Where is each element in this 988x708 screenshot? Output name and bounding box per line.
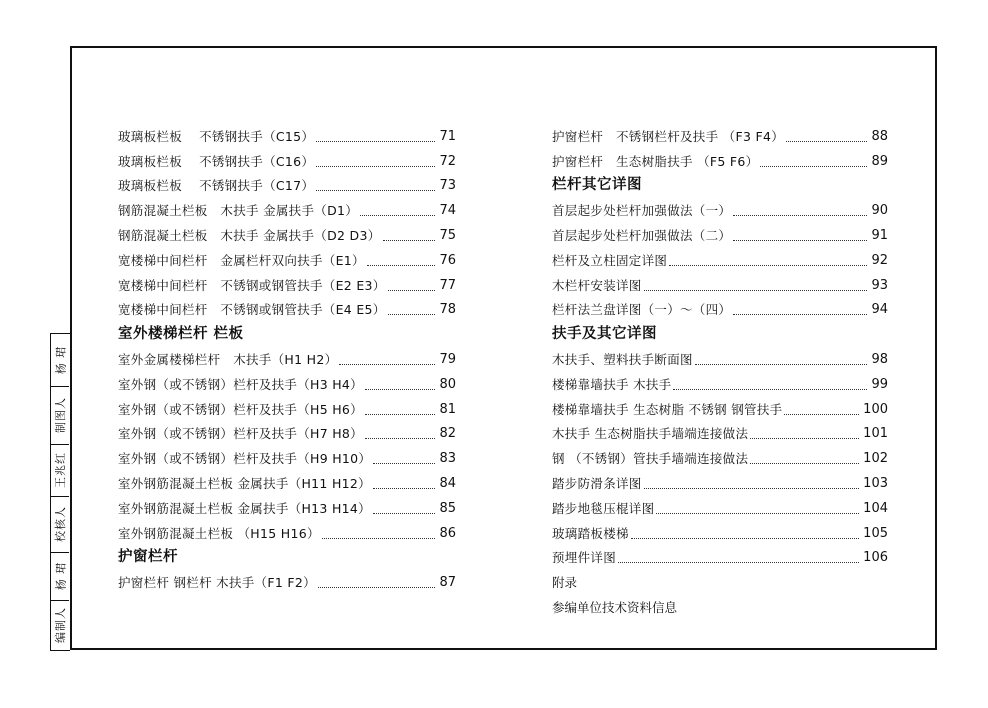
toc-entry[interactable] (118, 343, 456, 368)
toc-page-number: 86 (439, 525, 456, 541)
title-block-text: 杨 珺 (54, 561, 67, 591)
dot-leader (365, 438, 435, 439)
toc-page-number: 90 (871, 203, 888, 219)
toc-page-number: 83 (439, 451, 456, 467)
dot-leader (618, 562, 859, 563)
dot-leader (784, 414, 859, 415)
toc-entry-label: 玻璃踏板楼梯 (552, 525, 629, 541)
dot-leader (388, 290, 436, 291)
toc-entry-label: 宽楼梯中间栏杆 不锈钢或钢管扶手（E4 E5） (118, 302, 386, 318)
dot-leader (786, 141, 867, 142)
toc-page-number: 94 (871, 302, 888, 318)
title-block-cell (51, 552, 69, 601)
toc-entry[interactable] (552, 492, 888, 517)
toc-entry[interactable] (552, 368, 888, 393)
toc-entry-label: 玻璃板栏板 不锈钢扶手（C15） (118, 128, 315, 144)
dot-leader (339, 364, 435, 365)
toc-page-number: 106 (863, 550, 888, 566)
toc-entry-label: 宽楼梯中间栏杆 金属栏杆双向扶手（E1） (118, 252, 365, 268)
title-block-text: 编制人 (54, 607, 67, 643)
toc-page-number: 79 (439, 351, 456, 367)
toc-plain-item: 参编单位技术资料信息 (552, 599, 678, 615)
dot-leader (365, 414, 435, 415)
toc-entry-label: 宽楼梯中间栏杆 不锈钢或钢管扶手（E2 E3） (118, 277, 386, 293)
dot-leader (695, 364, 868, 365)
title-block-cell (51, 496, 69, 553)
toc-entry-label: 室外金属楼梯栏杆 木扶手（H1 H2） (118, 351, 338, 367)
toc-page-number: 100 (863, 401, 888, 417)
toc-entry[interactable] (118, 467, 456, 492)
toc-entry[interactable] (552, 343, 888, 368)
title-block-cell (51, 600, 69, 650)
toc-entry-label: 首层起步处栏杆加强做法（一） (552, 203, 732, 219)
section-heading: 栏杆其它详图 (552, 177, 642, 194)
toc-entry-label: 室外钢（或不锈钢）栏杆及扶手（H7 H8） (118, 426, 363, 442)
dot-leader (750, 463, 859, 464)
toc-entry[interactable] (118, 244, 456, 269)
dot-leader (316, 190, 435, 191)
toc-entry-label: 室外钢（或不锈钢）栏杆及扶手（H5 H6） (118, 401, 363, 417)
toc-page-number: 71 (439, 128, 456, 144)
dot-leader (316, 166, 435, 167)
toc-page-number: 99 (871, 376, 888, 392)
dot-leader (360, 215, 435, 216)
toc-entry[interactable] (118, 368, 456, 393)
toc-page-number: 104 (863, 500, 888, 516)
toc-entry[interactable] (118, 269, 456, 294)
toc-page-number: 102 (863, 451, 888, 467)
section-heading: 护窗栏杆 (118, 549, 178, 566)
dot-leader (733, 314, 867, 315)
toc-page-number: 78 (439, 302, 456, 318)
toc-entry-label: 栏杆法兰盘详图（一）～（四） (552, 302, 732, 318)
toc-plain-item: 附录 (552, 575, 578, 591)
toc-page-number: 101 (863, 426, 888, 442)
toc-entry[interactable] (552, 517, 888, 542)
title-block-text: 制图人 (54, 397, 67, 433)
toc-page-number: 89 (871, 153, 888, 169)
toc-entry[interactable] (552, 542, 888, 567)
toc-entry-label: 室外钢筋混凝土栏板 （H15 H16） (118, 525, 320, 541)
toc-entry-label: 护窗栏杆 钢栏杆 木扶手（F1 F2） (118, 575, 316, 591)
toc-page-number: 75 (439, 227, 456, 243)
toc-entry-label: 钢筋混凝土栏板 木扶手 金属扶手（D1） (118, 203, 359, 219)
toc-page-number: 105 (863, 525, 888, 541)
toc-entry-label: 玻璃板栏板 不锈钢扶手（C17） (118, 178, 315, 194)
dot-leader (669, 265, 867, 266)
title-block-text: 杨 珺 (54, 345, 67, 375)
dot-leader (750, 438, 859, 439)
toc-left-column (118, 120, 456, 591)
dot-leader (367, 265, 436, 266)
dot-leader (316, 141, 435, 142)
toc-entry-label: 踏步地毯压棍详图 (552, 500, 655, 516)
toc-entry[interactable] (118, 492, 456, 517)
section-heading: 室外楼梯栏杆 栏板 (118, 326, 244, 343)
dot-leader (365, 389, 435, 390)
toc-page-number: 76 (439, 252, 456, 268)
toc-page-number: 103 (863, 475, 888, 491)
toc-entry-label: 踏步防滑条详图 (552, 475, 642, 491)
toc-entry[interactable] (552, 120, 888, 145)
toc-entry-label: 室外钢（或不锈钢）栏杆及扶手（H3 H4） (118, 376, 363, 392)
toc-page-number: 74 (439, 203, 456, 219)
toc-entry[interactable] (552, 145, 888, 170)
toc-entry[interactable] (552, 244, 888, 269)
toc-page-number: 72 (439, 153, 456, 169)
toc-entry-label: 木扶手 生态树脂扶手墙端连接做法 (552, 426, 749, 442)
toc-entry[interactable] (552, 467, 888, 492)
dot-leader (631, 538, 859, 539)
title-block-text: 王兆红 (54, 452, 67, 488)
title-block-cell (51, 444, 69, 497)
dot-leader (322, 538, 436, 539)
toc-entry[interactable] (118, 294, 456, 319)
toc-page-number: 87 (439, 575, 456, 591)
toc-entry[interactable] (118, 566, 456, 591)
dot-leader (656, 513, 859, 514)
dot-leader (373, 463, 435, 464)
toc-entry-label: 护窗栏杆 生态树脂扶手 （F5 F6） (552, 153, 759, 169)
title-block-cell (51, 386, 69, 445)
toc-page-number: 98 (871, 351, 888, 367)
toc-entry-label: 室外钢筋混凝土栏板 金属扶手（H11 H12） (118, 475, 371, 491)
toc-entry-label: 楼梯靠墙扶手 木扶手 (552, 376, 672, 392)
dot-leader (644, 488, 860, 489)
toc-entry-label: 预埋件详图 (552, 550, 617, 566)
toc-entry[interactable] (118, 418, 456, 443)
toc-entry-label: 室外钢（或不锈钢）栏杆及扶手（H9 H10） (118, 451, 372, 467)
toc-entry[interactable] (552, 219, 888, 244)
toc-right-column (552, 120, 888, 616)
toc-entry[interactable] (552, 294, 888, 319)
toc-entry-label: 室外钢筋混凝土栏板 金属扶手（H13 H14） (118, 500, 371, 516)
toc-page-number: 88 (871, 128, 888, 144)
toc-page-number: 80 (439, 376, 456, 392)
dot-leader (383, 240, 436, 241)
dot-leader (373, 488, 435, 489)
toc-entry-label: 玻璃板栏板 不锈钢扶手（C16） (118, 153, 315, 169)
toc-entry-label: 钢筋混凝土栏板 木扶手 金属扶手（D2 D3） (118, 227, 381, 243)
toc-entry[interactable] (552, 442, 888, 467)
toc-entry-label: 木栏杆安装详图 (552, 277, 642, 293)
section-heading: 扶手及其它详图 (552, 326, 657, 343)
title-block-text: 校核人 (54, 506, 67, 542)
toc-entry[interactable] (118, 170, 456, 195)
toc-entry-label: 栏杆及立柱固定详图 (552, 252, 668, 268)
toc-entry[interactable] (118, 442, 456, 467)
toc-page-number: 92 (871, 252, 888, 268)
toc-page-number: 84 (439, 475, 456, 491)
dot-leader (733, 215, 867, 216)
toc-entry-label: 钢 （不锈钢）管扶手墙端连接做法 (552, 451, 749, 467)
dot-leader (318, 587, 436, 588)
toc-entry-label: 护窗栏杆 不锈钢栏杆及扶手 （F3 F4） (552, 128, 785, 144)
toc-page-number: 77 (439, 277, 456, 293)
dot-leader (388, 314, 436, 315)
toc-page-number: 93 (871, 277, 888, 293)
toc-entry-label: 楼梯靠墙扶手 生态树脂 不锈钢 钢管扶手 (552, 401, 783, 417)
toc-page-number: 81 (439, 401, 456, 417)
toc-entry[interactable] (118, 517, 456, 542)
dot-leader (644, 290, 868, 291)
toc-entry-label: 木扶手、塑料扶手断面图 (552, 351, 693, 367)
title-block-cell (51, 334, 69, 387)
toc-entry[interactable] (552, 194, 888, 219)
toc-page-number: 82 (439, 426, 456, 442)
title-block (50, 333, 70, 651)
toc-entry[interactable] (118, 393, 456, 418)
toc-page-number: 73 (439, 178, 456, 194)
toc-entry-label: 首层起步处栏杆加强做法（二） (552, 227, 732, 243)
toc-page-number: 91 (871, 227, 888, 243)
toc-entry[interactable] (552, 393, 888, 418)
dot-leader (373, 513, 435, 514)
toc-entry[interactable] (118, 219, 456, 244)
toc-entry[interactable] (118, 194, 456, 219)
toc-entry[interactable] (552, 418, 888, 443)
dot-leader (760, 166, 867, 167)
toc-page-number: 85 (439, 500, 456, 516)
dot-leader (733, 240, 867, 241)
toc-entry[interactable] (118, 145, 456, 170)
toc-entry[interactable] (118, 120, 456, 145)
toc-entry[interactable] (552, 269, 888, 294)
dot-leader (673, 389, 867, 390)
